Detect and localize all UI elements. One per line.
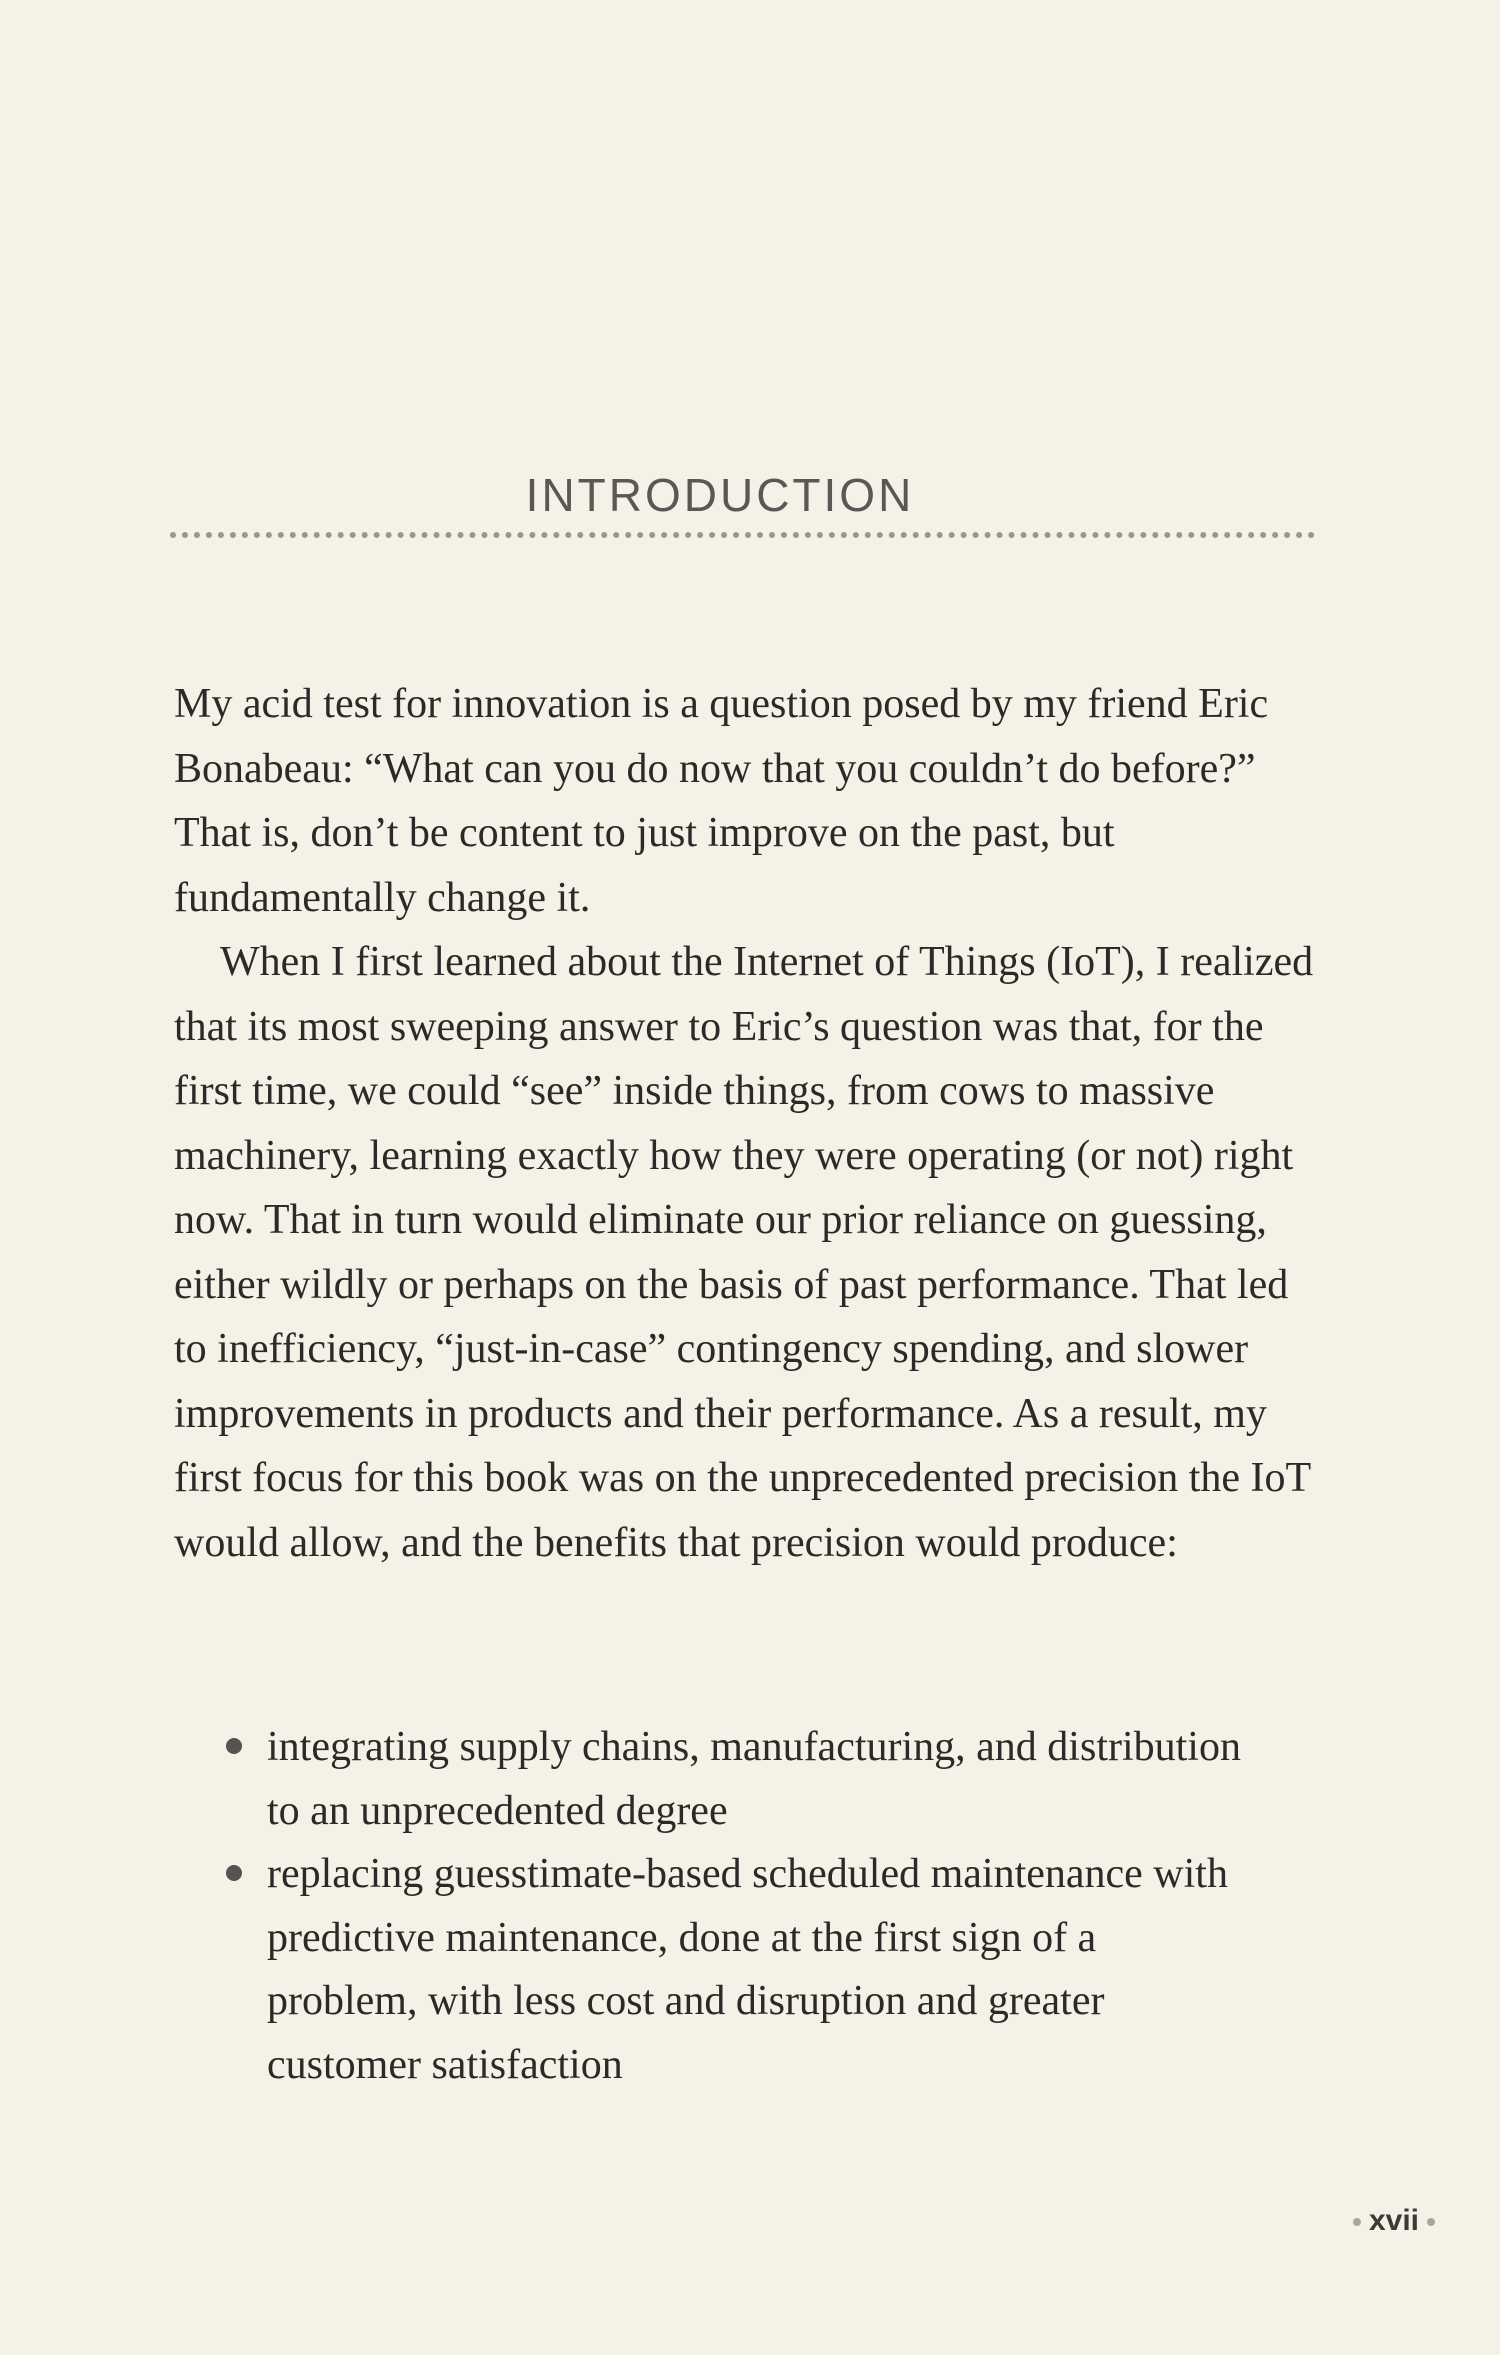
page-number-text: xvii: [1368, 2204, 1420, 2237]
dotted-divider: [170, 532, 1315, 538]
paragraph-2-text: When I first learned about the Internet of Things (IoT), I realized that its most sweeping answer to Eric’s question was that, for the first time, we could “see” inside things, from cows to massive machinery, learning exactly how they were operating (or not) right now. That in turn would eliminate our prior reliance on guessing, either wildly or perhaps on the basis of past performance. That led to inefficiency, “just-in-case” contingency spending, and slower improvements in products and their performance. As a result, my first focus for this book was on the unprecedented precision the IoT would allow, and the benefits that precision would produce:: [174, 939, 1314, 1566]
bullet-icon: [226, 1738, 242, 1754]
chapter-heading: INTRODUCTION: [525, 469, 915, 521]
bullet-list: [222, 1716, 1242, 2097]
page-number: [1338, 2204, 1450, 2238]
right-dot-ornament: [1427, 2218, 1435, 2226]
paragraph-2: [174, 930, 1314, 1575]
list-item: [222, 1716, 1242, 1843]
bullet-text: replacing guesstimate-based scheduled maintenance with predictive maintenance, done at the first sign of a problem, with less cost and disruption and greater customer satisfaction: [267, 1851, 1228, 2088]
paragraph-1: My acid test for innovation is a question posed by my friend Eric Bonabeau: “What can you do now that you couldn’t do before?” That is, don’t be content to just improve on the past, but fundamentally change it.: [174, 681, 1269, 921]
list-item: [222, 1843, 1242, 2097]
bullet-text: integrating supply chains, manufacturing, and distribution to an unprecedented degree: [267, 1724, 1241, 1834]
left-dot-ornament: [1353, 2218, 1361, 2226]
bullet-icon: [226, 1865, 242, 1881]
